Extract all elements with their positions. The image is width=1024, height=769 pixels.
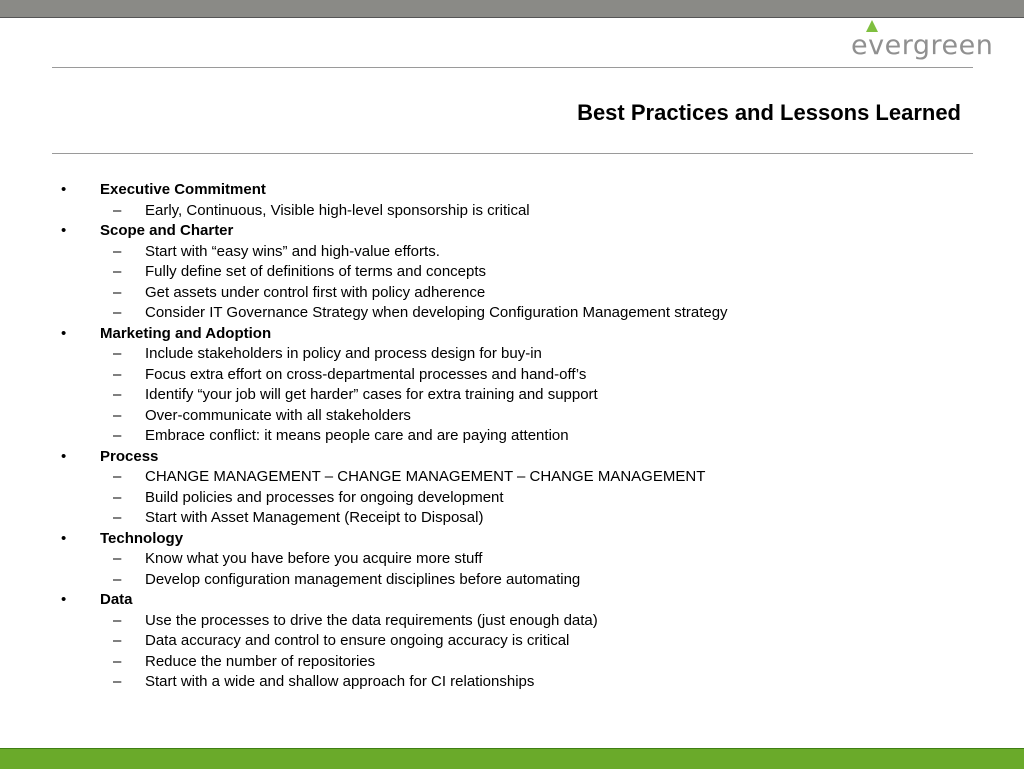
- dash-icon: –: [113, 673, 122, 690]
- list-item: [58, 611, 958, 632]
- top-bar: [0, 0, 1024, 18]
- list-item: [58, 242, 958, 263]
- section-heading-row: [58, 180, 958, 201]
- dash-icon: –: [113, 509, 122, 526]
- section-heading: Process: [100, 447, 159, 465]
- list-item: [58, 385, 958, 406]
- slide-content: [58, 180, 958, 693]
- list-item-text: Build policies and processes for ongoing development: [145, 488, 504, 506]
- bullet-icon: •: [61, 591, 67, 608]
- section-heading-row: [58, 529, 958, 550]
- list-item: [58, 549, 958, 570]
- header-divider: [52, 67, 973, 68]
- bullet-icon: •: [61, 447, 67, 465]
- list-item-text: Embrace conflict: it means people care and are paying attention: [145, 427, 569, 444]
- slide-title: Best Practices and Lessons Learned: [577, 100, 961, 125]
- section: [58, 180, 958, 221]
- dash-icon: –: [113, 632, 122, 649]
- dash-icon: –: [113, 283, 122, 301]
- dash-icon: –: [113, 242, 122, 260]
- list-item: [58, 303, 958, 324]
- list-item-text: Early, Continuous, Visible high-level sponsorship is critical: [145, 201, 530, 219]
- list-item-text: Reduce the number of repositories: [145, 652, 376, 670]
- list-item: [58, 344, 958, 365]
- list-item: [58, 652, 958, 673]
- list-item: [58, 508, 958, 529]
- list-item-text: Include stakeholders in policy and process design for buy-in: [145, 345, 542, 362]
- list-item: [58, 631, 958, 652]
- list-item: [58, 283, 958, 304]
- section-heading: Technology: [100, 529, 184, 547]
- dash-icon: –: [113, 386, 122, 403]
- list-item-text: Over-communicate with all stakeholders: [145, 406, 411, 424]
- dash-icon: –: [113, 468, 122, 485]
- dash-icon: –: [113, 304, 122, 321]
- list-item-text: CHANGE MANAGEMENT – CHANGE MANAGEMENT – CHANGE MANAGEMENT: [145, 468, 706, 485]
- section-heading-row: [58, 590, 958, 611]
- title-divider: [52, 153, 973, 154]
- list-item-text: Use the processes to drive the data requirements (just enough data): [145, 611, 598, 629]
- list-item: [58, 672, 958, 693]
- dash-icon: –: [113, 488, 122, 506]
- list-item: [58, 365, 958, 386]
- bullet-icon: •: [61, 181, 67, 198]
- list-item-text: Develop configuration management disciplines before automating: [145, 570, 581, 588]
- section-heading: Executive Commitment: [100, 181, 266, 198]
- section-heading: Data: [100, 591, 133, 608]
- dash-icon: –: [113, 201, 122, 219]
- list-item-text: Start with “easy wins” and high-value efforts.: [145, 242, 440, 260]
- list-item-text: Consider IT Governance Strategy when developing Configuration Management strategy: [145, 304, 728, 321]
- list-item: [58, 406, 958, 427]
- brand-logo: evergreen: [851, 30, 994, 61]
- section-heading-row: [58, 447, 958, 468]
- list-item: [58, 467, 958, 488]
- list-item-text: Start with a wide and shallow approach for CI relationships: [145, 673, 535, 690]
- section-heading-row: [58, 221, 958, 242]
- bullet-icon: •: [61, 324, 67, 342]
- section: [58, 447, 958, 529]
- list-item: [58, 201, 958, 222]
- section: [58, 590, 958, 693]
- list-item: [58, 488, 958, 509]
- dash-icon: –: [113, 365, 122, 383]
- dash-icon: –: [113, 570, 122, 588]
- list-item-text: Focus extra effort on cross-departmental processes and hand-off’s: [145, 365, 587, 383]
- dash-icon: –: [113, 550, 122, 567]
- section: [58, 324, 958, 447]
- list-item: [58, 426, 958, 447]
- list-item-text: Know what you have before you acquire more stuff: [145, 550, 483, 567]
- list-item-text: Data accuracy and control to ensure ongoing accuracy is critical: [145, 632, 570, 649]
- dash-icon: –: [113, 427, 122, 444]
- dash-icon: –: [113, 263, 122, 280]
- list-item: [58, 570, 958, 591]
- bullet-icon: •: [61, 222, 67, 239]
- bottom-bar: [0, 748, 1024, 769]
- section-heading-row: [58, 324, 958, 345]
- bullet-icon: •: [61, 529, 67, 547]
- list-item: [58, 262, 958, 283]
- list-item-text: Fully define set of definitions of terms and concepts: [145, 263, 487, 280]
- section: [58, 529, 958, 591]
- list-item-text: Identify “your job will get harder” cases for extra training and support: [145, 386, 598, 403]
- list-item-text: Start with Asset Management (Receipt to Disposal): [145, 509, 484, 526]
- dash-icon: –: [113, 406, 122, 424]
- dash-icon: –: [113, 652, 122, 670]
- dash-icon: –: [113, 611, 122, 629]
- section: [58, 221, 958, 324]
- list-item-text: Get assets under control first with policy adherence: [145, 283, 486, 301]
- section-heading: Scope and Charter: [100, 222, 234, 239]
- section-heading: Marketing and Adoption: [100, 324, 272, 342]
- dash-icon: –: [113, 345, 122, 362]
